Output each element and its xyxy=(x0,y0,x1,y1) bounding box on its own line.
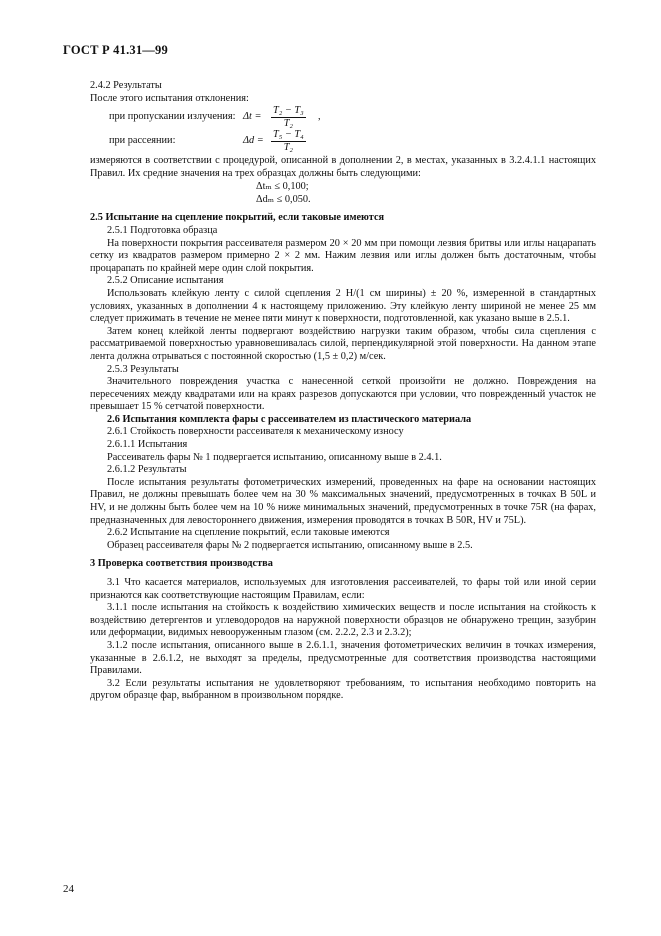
section-2-6-2-title: 2.6.2 Испытание на сцепление покрытий, если таковые имеются xyxy=(107,527,390,539)
formula-transmission-numerator: T₂ − T₃ xyxy=(273,105,304,117)
section-2-4-2-intro: После этого испытания отклонения: xyxy=(90,92,249,104)
section-2-5-2-text-b: Затем конец клейкой ленты подвергают воздействию нагрузки таким образом, чтобы сила сцепления с рассматриваемой поверхностью уравновешивалась силой, перпендикулярной этой поверхности. На данном этапе лента должна отрываться с постоянной скоростью (1,5 ± 0,2) м/сек. xyxy=(90,325,596,362)
section-3-1-2-text: 3.1.2 после испытания, описанного выше в 2.6.1.1, значения фотометрических величин в точках измерения, указанные в 2.6.1.2, не выходят за пределы, предусмотренные для соответствия производства настоящими Правилами. xyxy=(90,639,596,677)
section-2-6-1-2-text: После испытания результаты фотометрических измерений, проведенных на фаре на основании настоящих Правил, не должны превышать более чем на 30 % максимальных значений, предусмотренных в точках B 50L и HV, и не должны быть более чем на 10 % ниже минимальных значений, предусмотренных в точке 75R (на фарах, предназначенных для левостороннего движения, измерения проводятся в точках B 50R, HV и 75L). xyxy=(90,476,596,526)
section-2-5-1-title: 2.5.1 Подготовка образца xyxy=(107,224,218,236)
formula-transmission-suffix: , xyxy=(318,111,321,123)
section-2-6-1-1-title: 2.6.1.1 Испытания xyxy=(107,439,188,451)
section-2-4-2-text: измеряются в соответствии с процедурой, описанной в дополнении 2, в местах, указанных в 3.2.4.1.1 настоящих Правил. Их средние значения на трех образцах должны быть следующими: xyxy=(90,155,596,179)
section-2-6-title: 2.6 Испытания комплекта фары с рассеивателем из пластического материала xyxy=(107,413,472,425)
section-2-4-2-title: 2.4.2 Результаты xyxy=(90,80,162,91)
limit-delta-t: Δtₘ ≤ 0,100; xyxy=(256,181,309,193)
section-2-6-1-1-text: Рассеиватель фары № 1 подвергается испытанию, описанному выше в 2.4.1. xyxy=(107,451,442,463)
section-2-5-2-text-a: Использовать клейкую ленту с силой сцепления 2 Н/(1 см ширины) ± 20 %, измеренной в стандартных условиях, указанных в дополнении 4 к настоящему приложению. Эту клейкую ленту шириной не менее 25 мм следует прижимать в течение не менее пяти минут к поверхности, подготовленной, как указано выше в 2.5.1. xyxy=(90,287,596,325)
section-2-5-3-title: 2.5.3 Результаты xyxy=(107,363,179,375)
section-3-1-text: 3.1 Что касается материалов, используемых для изготовления рассеивателей, то фары той или иной серии признаются как соответствующие настоящим Правилам, если: xyxy=(90,577,596,601)
section-3-2-text: 3.2 Если результаты испытания не удовлетворяют требованиям, то испытания необходимо повторить на другом образце фар, выбранном в произвольном порядке. xyxy=(90,677,596,702)
formula-transmission-fraction xyxy=(271,105,306,130)
section-2-6-1-title: 2.6.1 Стойкость поверхности рассеивателя к механическому износу xyxy=(107,426,404,438)
formula-transmission-lhs: Δt = xyxy=(243,111,262,123)
section-2-5-title: 2.5 Испытание на сцепление покрытий, если таковые имеются xyxy=(90,212,385,224)
page-number: 24 xyxy=(63,883,74,895)
document-header: ГОСТ Р 41.31—99 xyxy=(63,43,168,57)
limit-delta-d: Δdₘ ≤ 0,050. xyxy=(256,194,311,206)
formula-scattering-fraction xyxy=(271,129,306,154)
section-3-title: 3 Проверка соответствия производства xyxy=(90,558,273,570)
formula-transmission xyxy=(90,105,596,129)
formula-transmission-label: при пропускании излучения: xyxy=(109,111,236,123)
section-2-5-3-text: Значительного повреждения участка с нанесенной сеткой произойти не должно. Повреждения на пересечениях между квадратами или на краях разрезов допускаются при условии, что поврежденный участок не превышает 15 % сетчатой поверхности. xyxy=(90,376,596,413)
page-content xyxy=(90,80,596,703)
formula-scattering-lhs: Δd = xyxy=(243,135,264,147)
section-2-5-1-text: На поверхности покрытия рассеивателя размером 20 × 20 мм при помощи лезвия бритвы или иглы нацарапать сетку из квадратов размером примерно 2 × 2 мм. Нажим лезвия или иглы должен быть достаточным, чтобы процарапать по крайней мере один слой покрытия. xyxy=(90,237,596,274)
section-2-5-2-title: 2.5.2 Описание испытания xyxy=(107,275,224,287)
formula-transmission-denominator: T₂ xyxy=(283,118,294,130)
formula-scattering-denominator: T₂ xyxy=(283,142,294,154)
section-2-6-1-2-title: 2.6.1.2 Результаты xyxy=(107,464,187,476)
formula-scattering-numerator: T₅ − T₄ xyxy=(273,129,304,141)
section-3-1-1-text: 3.1.1 после испытания на стойкость к воздействию химических веществ и после испытания на стойкость к воздействию детергентов и углеводородов на наружной поверхности образцов не обнаружено трещин, зазубрин или деформации, видимых невооруженным глазом (см. 2.2.2, 2.3 и 2.3.2); xyxy=(90,602,596,639)
formula-scattering-label: при рассеянии: xyxy=(109,135,176,147)
formula-scattering xyxy=(90,129,596,153)
section-2-6-2-text: Образец рассеивателя фары № 2 подвергается испытанию, описанному выше в 2.5. xyxy=(107,539,473,551)
